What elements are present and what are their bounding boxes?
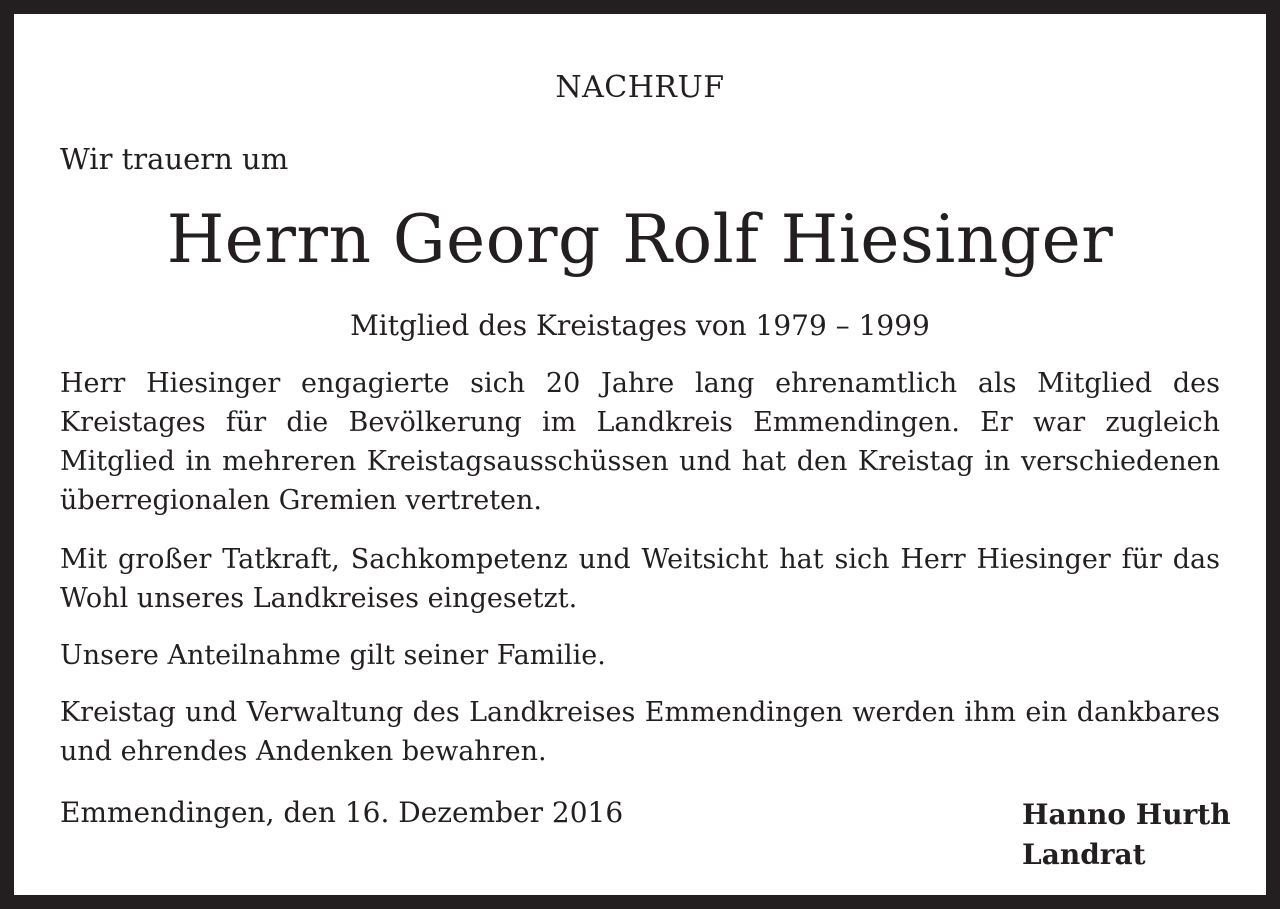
membership-subtitle: Mitglied des Kreistages von 1979 – 1999: [350, 309, 930, 342]
signatory-name: Hanno Hurth: [1022, 798, 1231, 831]
notice-heading: NACHRUF: [555, 70, 725, 105]
paragraph-remembrance: Kreistag und Verwaltung des Landkreises Emmendingen werden ihm ein dankbares und ehrendes Andenken bewahren.: [60, 697, 1220, 767]
paragraph-engagement: Herr Hiesinger engagierte sich 20 Jahre lang ehrenamtlich als Mitglied des Kreistages für die Bevölkerung im Landkreis Emmendingen. Er war zugleich Mitglied in mehreren Kreistagsausschüssen und hat den Kreistag in verschiedenen überregionalen Gremien vertreten.: [60, 368, 1220, 516]
deceased-name: Herrn Georg Rolf Hiesinger: [166, 201, 1114, 278]
obituary-notice: [14, 14, 1266, 895]
paragraph-condolence: Unsere Anteilnahme gilt seiner Familie.: [60, 640, 606, 671]
paragraph-commitment: Mit großer Tatkraft, Sachkompetenz und Weitsicht hat sich Herr Hiesinger für das Wohl unseres Landkreises eingesetzt.: [60, 544, 1220, 614]
signatory-title: Landrat: [1022, 838, 1146, 871]
place-and-date: Emmendingen, den 16. Dezember 2016: [60, 796, 624, 829]
intro-line: Wir trauern um: [60, 142, 289, 176]
signature-block: [1022, 795, 1231, 875]
